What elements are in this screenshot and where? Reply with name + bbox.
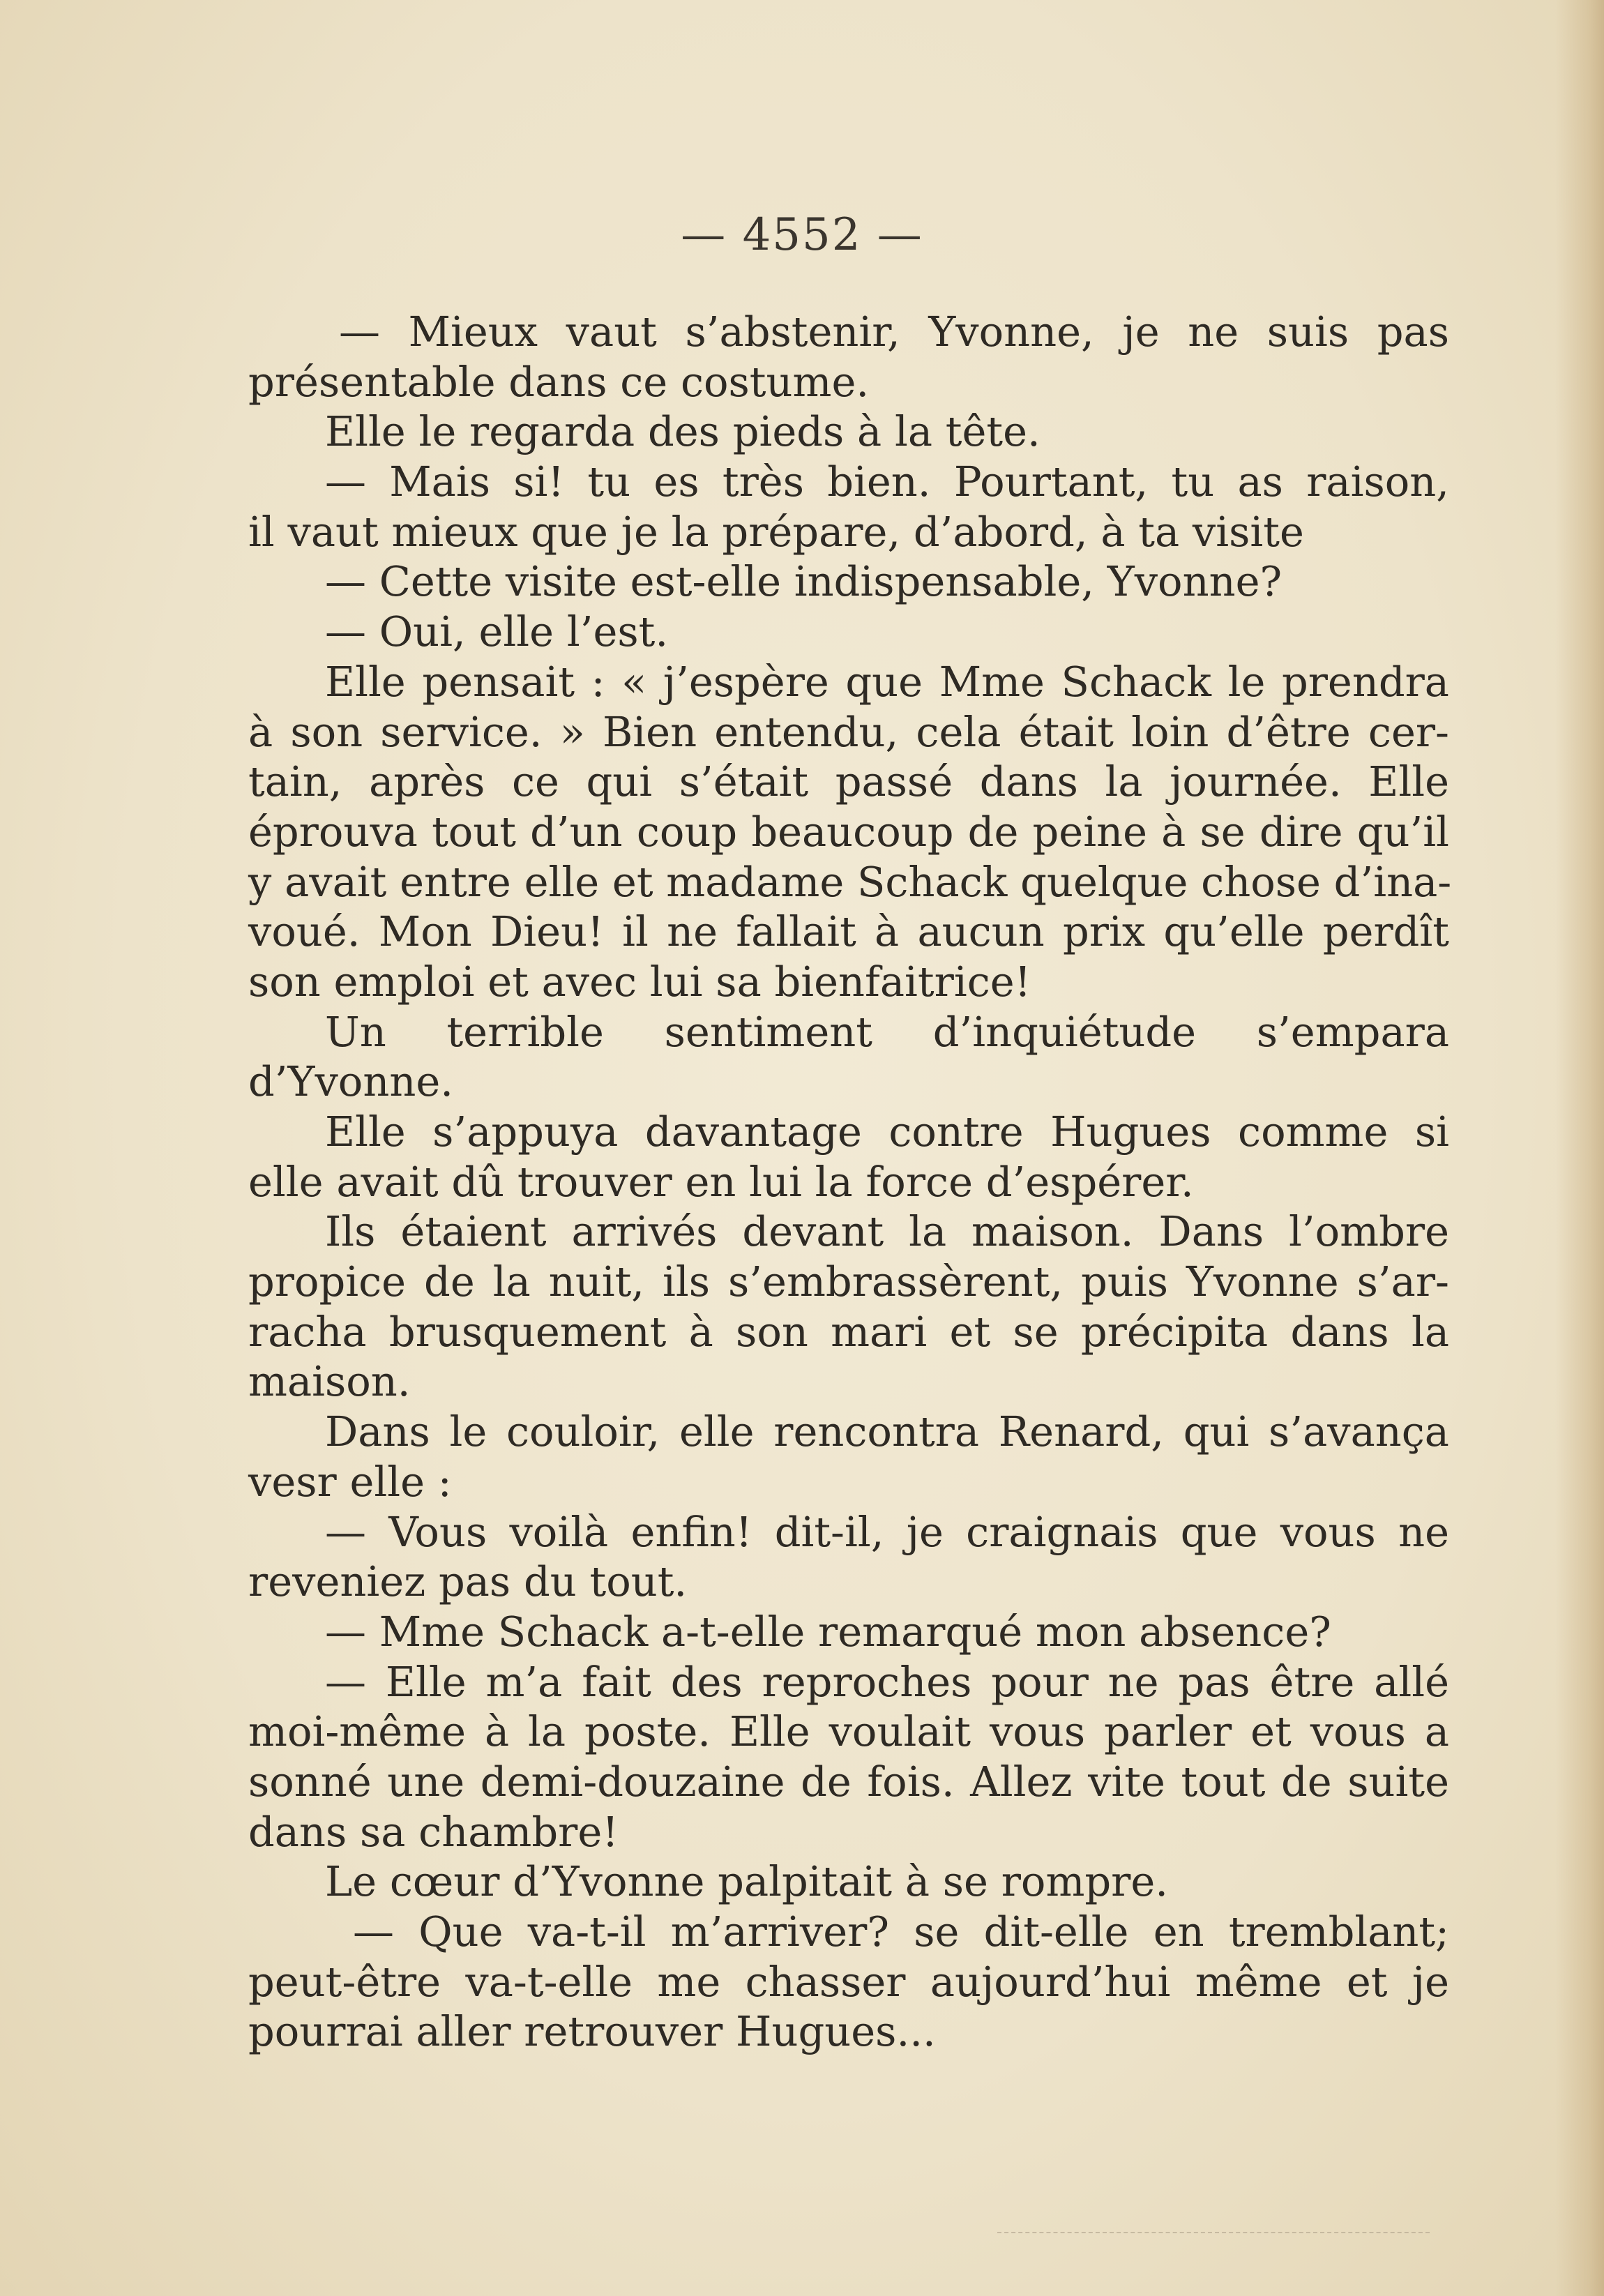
text-line: vesr elle : [248,1457,452,1506]
text-line: y avait entre elle et madame Schack quelque chose d’ina- [248,857,1452,906]
text-line: — Elle m’a fait des reproches pour ne pas être allé [325,1657,1449,1706]
text-line: éprouva tout d’un coup beaucoup de peine à se dire qu’il [248,807,1449,856]
text-line: Elle le regarda des pieds à la tête. [325,407,1041,456]
text-line: — Vous voilà enfin! dit-il, je craignais que vous ne [325,1507,1449,1556]
text-line: maison. [248,1357,411,1406]
text-line: Dans le couloir, elle rencontra Renard, qui s’avança [325,1407,1449,1456]
text-line: propice de la nuit, ils s’embrassèrent, puis Yvonne s’ar- [248,1257,1449,1306]
text-line: pourrai aller retrouver Hugues... [248,2007,936,2056]
text-line: — Mieux vaut s’abstenir, Yvonne, je ne suis pas [339,308,1449,356]
text-line: sonné une demi-douzaine de fois. Allez vite tout de suite [248,1757,1449,1806]
text-line: — Cette visite est-elle indispensable, Yvonne? [325,557,1283,606]
page-number: — 4552 — [681,209,923,261]
text-line: il vaut mieux que je la prépare, d’abord, à ta visite [248,507,1304,556]
text-line: d’Yvonne. [248,1057,453,1106]
text-line: — Mais si! tu es très bien. Pourtant, tu as raison, [325,458,1449,506]
text-line: Elle pensait : « j’espère que Mme Schack le prendra [325,657,1449,706]
text-line: Ils étaient arrivés devant la maison. Dans l’ombre [325,1207,1449,1256]
text-line: son emploi et avec lui sa bienfaitrice! [248,957,1031,1006]
text-line: — Oui, elle l’est. [325,607,669,656]
text-line: Un terrible sentiment d’inquiétude s’empara [325,1007,1449,1056]
text-line: moi-même à la poste. Elle voulait vous parler et vous a [248,1707,1449,1756]
text-line: dans sa chambre! [248,1807,619,1856]
text-line: — Que va-t-il m’arriver? se dit-elle en tremblant; [353,1908,1449,1956]
page-edge-shadow [1555,0,1604,2296]
text-line: racha brusquement à son mari et se précipita dans la [248,1307,1449,1356]
text-line: Le cœur d’Yvonne palpitait à se rompre. [325,1857,1169,1906]
text-line: peut-être va-t-elle me chasser aujourd’hui même et je [248,1957,1449,2006]
text-line: à son service. » Bien entendu, cela était loin d’être cer- [248,707,1449,756]
text-line: — Mme Schack a-t-elle remarqué mon absence? [325,1607,1331,1656]
dash-leader [997,2232,1430,2233]
text-line: présentable dans ce costume. [248,357,870,406]
body-text [248,307,1452,2057]
text-line: Elle s’appuya davantage contre Hugues comme si [325,1108,1449,1156]
text-line: tain, après ce qui s’était passé dans la journée. Elle [248,757,1449,806]
text-line: elle avait dû trouver en lui la force d’espérer. [248,1157,1194,1206]
text-line: voué. Mon Dieu! il ne fallait à aucun prix qu’elle perdît [248,907,1449,956]
text-line: reveniez pas du tout. [248,1557,688,1606]
